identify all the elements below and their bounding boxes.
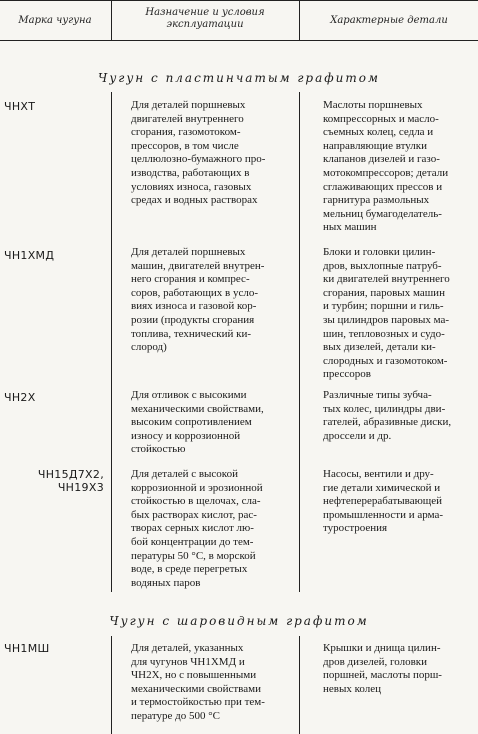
row-purpose: Для отливок с высокими механическими свойствами, высоким сопротивлением износу и коррозионной стойкостью xyxy=(131,389,264,456)
table-top-rule xyxy=(0,0,478,1)
row-parts: Маслоты поршневых компрессорных и масло- съемных колец, седла и направляющие втулки клапанов дизелей и газо- мотокомпрессоров; детали сглаживающих прессов и гарнитура размольных мельниц бумагоделатель- ных машин xyxy=(323,99,449,234)
row-parts: Различные типы зубча- тых колес, цилиндры дви- гателей, абразивные диски, дроссели и др. xyxy=(323,389,452,442)
body-divider-1-s1 xyxy=(111,92,112,592)
header-purpose: Назначение и условия эксплуатации xyxy=(145,7,265,30)
row-brand: ЧН1ХМД xyxy=(4,249,55,262)
row-purpose: Для деталей, указанных для чугунов ЧН1ХМД и ЧН2Х, но с повышенными механическими свойствами и термостойкостью при тем- пературе до 500 °С xyxy=(131,642,265,722)
row-parts: Насосы, вентили и дру- гие детали химической и нефтеперерабатывающей промышленности и арма- туростроения xyxy=(323,468,444,535)
row-parts: Блоки и головки цилин- дров, выхлопные патруб- ки двигателей внутреннего сгорания, паровых машин и турбин; поршни и гиль- зы цилиндров паровых ма- шин, тепловозных и судо- вых дизелей, детали ки- слородных и газомотоком- прессоров xyxy=(323,246,450,381)
row-brand: ЧН1МШ xyxy=(4,642,50,655)
row-brand: ЧНХТ xyxy=(4,100,36,113)
row-purpose: Для деталей с высокой коррозионной и эрозионной стойкостью в щелочах, сла- бых растворах кислот, рас- творах серных кислот лю- бой концентрации до тем- пературы 50 °С, в морской воде, в среде перегретых водяных паров xyxy=(131,468,263,589)
header-bottom-rule xyxy=(0,40,478,41)
row-parts: Крышки и днища цилин- дров дизелей, головки поршней, маслоты порш- невых колец xyxy=(323,642,442,695)
body-divider-1-s2 xyxy=(111,636,112,734)
section-title-lamellar: Чугун с пластинчатым графитом xyxy=(98,71,380,85)
body-divider-2-s1 xyxy=(299,92,300,592)
section-title-spheroidal: Чугун с шаровидным графитом xyxy=(109,614,369,628)
row-brand: ЧН2Х xyxy=(4,391,36,404)
row-brand: ЧН15Д7Х2, ЧН19Х3 xyxy=(37,468,104,494)
header-divider-2 xyxy=(299,0,300,40)
header-brand: Марка чугуна xyxy=(18,15,92,26)
header-divider-1 xyxy=(111,0,112,40)
row-purpose: Для деталей поршневых машин, двигателей внутрен- него сгорания и компрес- соров, работающих в усло- виях износа и газовой кор- розии (продукты сгорания топлива, технический ки- слород) xyxy=(131,246,265,354)
header-parts: Характерные детали xyxy=(330,15,448,26)
row-purpose: Для деталей поршневых двигателей внутреннего сгорания, газомотоком- прессоров, в том числе целлюлозно-бумажного про- изводства, работающих в условиях износа, газовых средах и водных растворах xyxy=(131,99,266,207)
body-divider-2-s2 xyxy=(299,636,300,734)
